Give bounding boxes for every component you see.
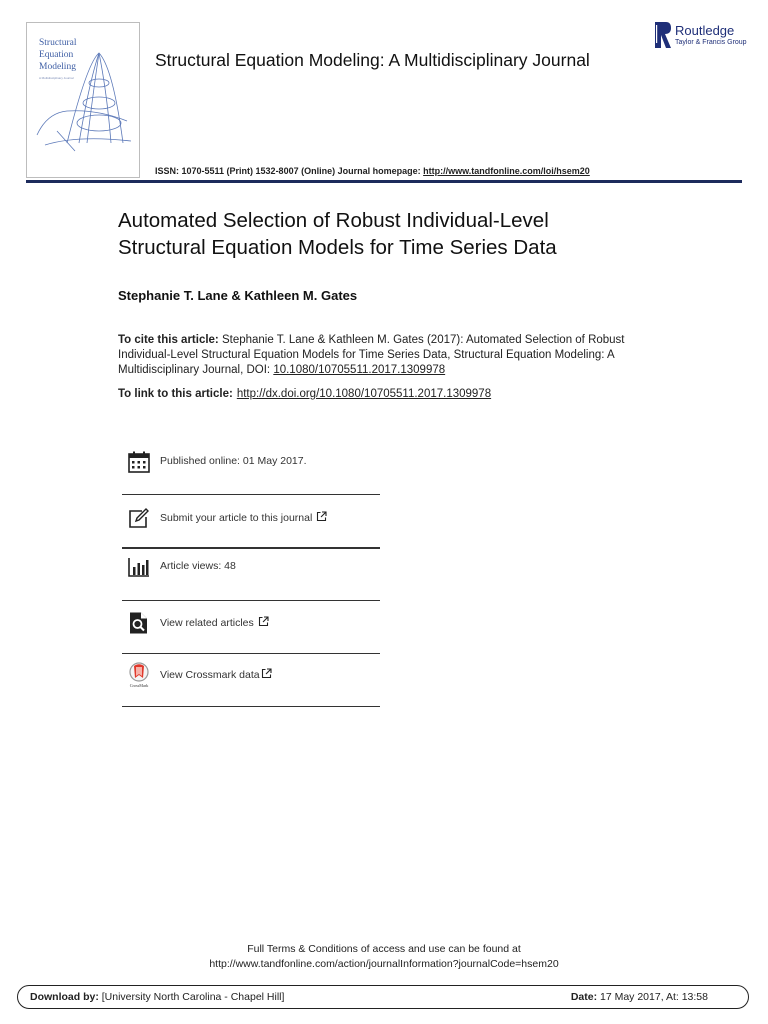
terms-notice: [0, 942, 768, 972]
publisher-logo: [653, 20, 753, 52]
submit-article-link[interactable]: Submit your article to this journal: [160, 511, 327, 524]
bar-chart-icon: [128, 556, 150, 578]
calendar-icon: [128, 451, 150, 473]
routledge-r-icon: [653, 20, 673, 50]
link-label: To link to this article:: [118, 388, 233, 400]
article-views-row: [122, 543, 380, 595]
article-views-label: Article views: 48: [160, 560, 236, 572]
article-link-line: [118, 388, 491, 400]
publisher-name: Routledge: [675, 23, 735, 38]
cover-title: Structural Equation Modeling: [39, 38, 77, 72]
crossmark-row[interactable]: [122, 651, 380, 703]
related-articles-link[interactable]: View related articles: [160, 616, 269, 629]
header-divider: [26, 180, 742, 183]
cite-label: To cite this article:: [118, 334, 219, 346]
doi-link[interactable]: 10.1080/10705511.2017.1309978: [273, 364, 446, 376]
publisher-subname: Taylor & Francis Group: [675, 39, 747, 46]
crossmark-icon: [128, 662, 150, 688]
download-info-bar: [17, 985, 749, 1009]
journal-cover-image: [26, 22, 140, 178]
divider: [122, 706, 380, 707]
issn-text: ISSN: 1070-5511 (Print) 1532-8007 (Online) Journal homepage:: [155, 166, 424, 176]
journal-homepage-link[interactable]: http://www.tandfonline.com/loi/hsem20: [423, 166, 590, 176]
cite-text: Stephanie T. Lane & Kathleen M. Gates (2017): Automated Selection of Robust Individual-Level Structural Equation Models for Time Series Data, Structural Equation Modeling: A Multidisciplinary Journal, DOI:: [118, 334, 625, 376]
terms-line: Full Terms & Conditions of access and use can be found at: [247, 943, 521, 955]
external-link-icon: [316, 511, 327, 522]
article-authors: Stephanie T. Lane & Kathleen M. Gates: [118, 288, 358, 303]
published-online-label: Published online: 01 May 2017.: [160, 455, 307, 467]
document-search-icon: [128, 612, 150, 634]
edit-icon: [128, 507, 150, 529]
citation-block: [118, 333, 638, 378]
external-link-icon: [261, 668, 272, 679]
published-online-row: [122, 438, 380, 490]
cover-subtitle: A Multidisciplinary Journal: [39, 76, 74, 80]
submit-article-row[interactable]: [122, 494, 380, 546]
article-title: Automated Selection of Robust Individual-Level Structural Equation Models for Time Series Data: [118, 209, 557, 259]
journal-title: Structural Equation Modeling: A Multidisciplinary Journal: [155, 50, 590, 70]
download-by: Download by: [University North Carolina - Chapel Hill]: [30, 991, 285, 1003]
article-doi-url[interactable]: http://dx.doi.org/10.1080/10705511.2017.1309978: [236, 388, 492, 400]
external-link-icon: [258, 616, 269, 627]
download-date: Date: 17 May 2017, At: 13:58: [570, 991, 708, 1003]
crossmark-caption: CrossMark: [129, 683, 149, 688]
issn-line: [155, 166, 590, 176]
terms-url-link[interactable]: http://www.tandfonline.com/action/journalInformation?journalCode=hsem20: [209, 958, 559, 970]
crossmark-link[interactable]: View Crossmark data: [160, 668, 272, 681]
related-articles-row[interactable]: [122, 599, 380, 651]
